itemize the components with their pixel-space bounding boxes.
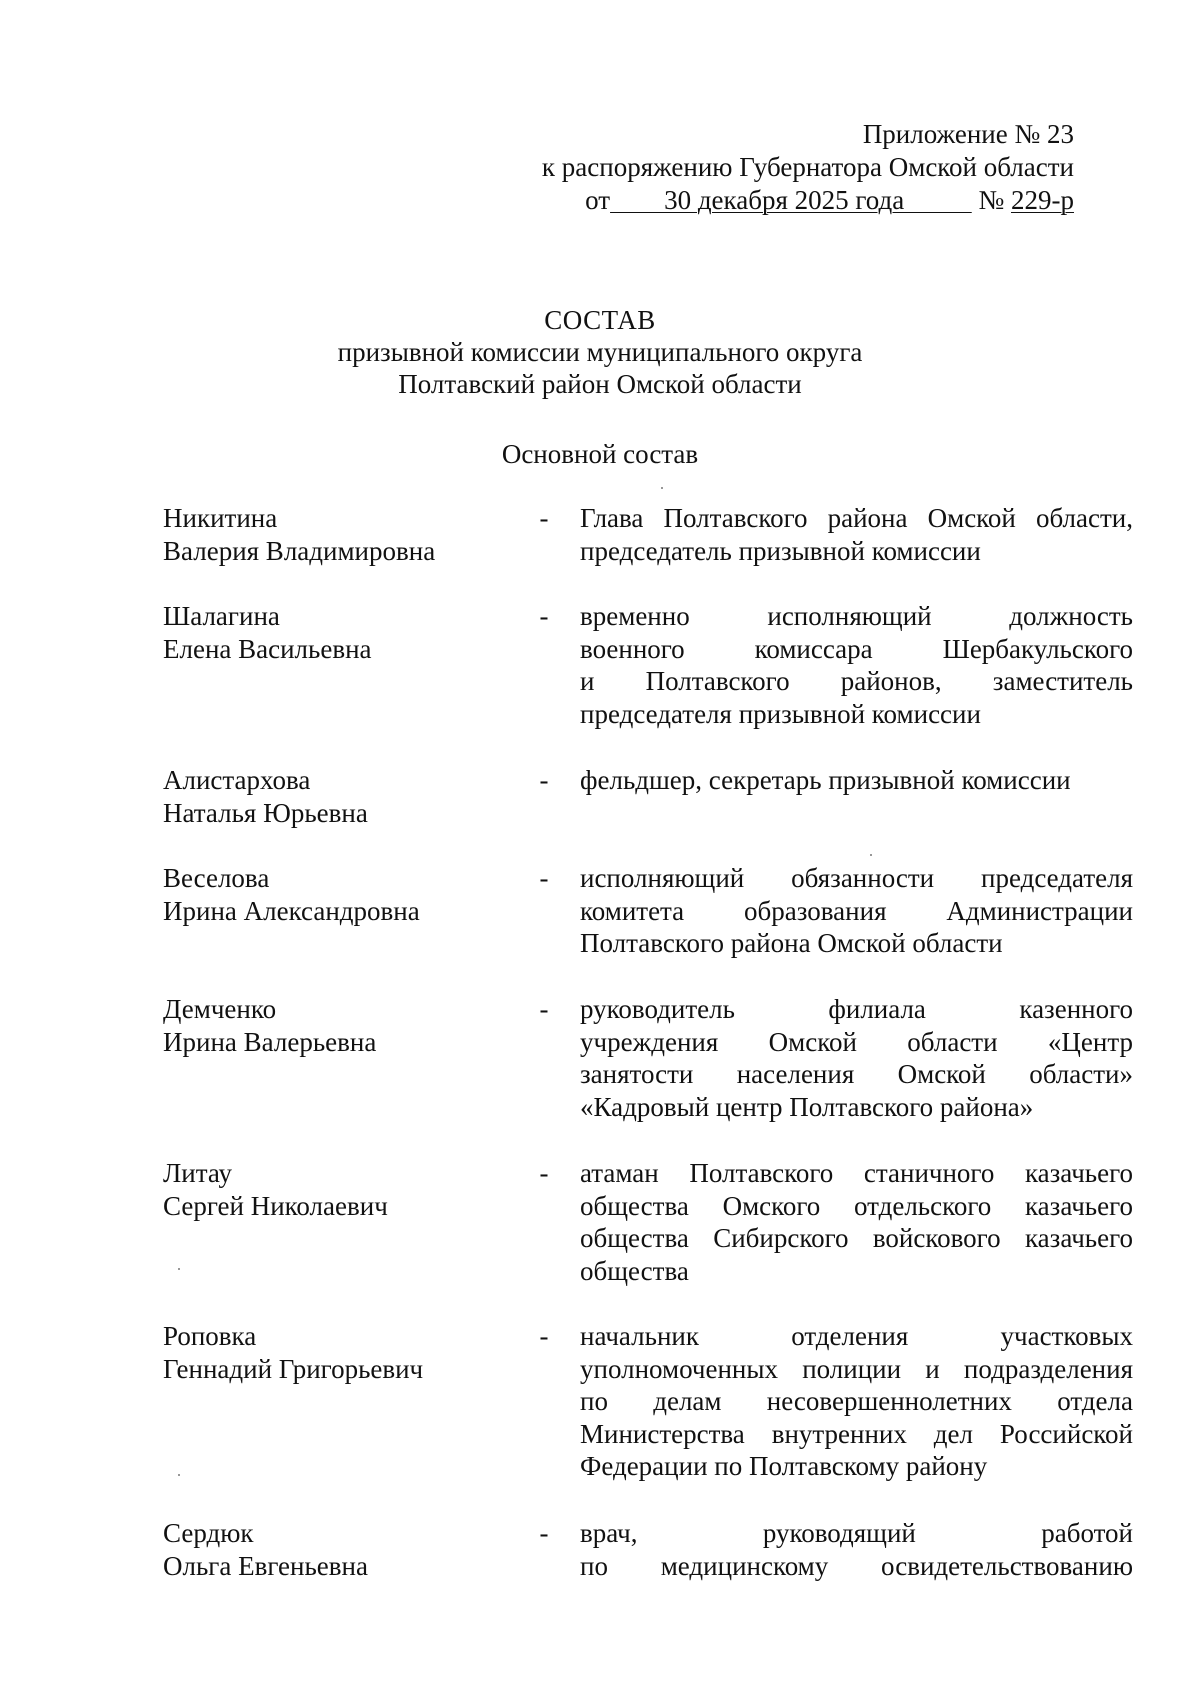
member-role [580, 502, 1133, 567]
dash-glyph: - [539, 994, 549, 1024]
member-surname: Алистархова [163, 765, 311, 795]
dash-separator [523, 600, 565, 730]
role-line: руководитель филиала казенного [580, 994, 1133, 1024]
member-name [163, 1320, 523, 1483]
title-main: СОСТАВ [544, 305, 656, 335]
role-line: по медицинскому освидетельствованию [580, 1550, 1133, 1581]
member-role [580, 1320, 1133, 1483]
dash-glyph: - [539, 765, 549, 795]
member-role [580, 1157, 1133, 1287]
dash-separator [523, 1517, 565, 1582]
from-label: от [585, 185, 611, 215]
role-line: Министерства внутренних дел Российской [580, 1418, 1133, 1449]
dash-separator [523, 1157, 565, 1287]
member-name [163, 600, 523, 730]
role-line: Федерации по Полтавскому району [580, 1451, 988, 1481]
member-row [163, 600, 1133, 730]
member-role [580, 862, 1133, 960]
role-line: врач, руководящий работой [580, 1518, 1133, 1548]
role-line: Полтавского района Омской области [580, 928, 1003, 958]
role-line: уполномоченных полиции и подразделения [580, 1353, 1133, 1384]
member-given-names: Ольга Евгеньевна [163, 1550, 368, 1581]
dash-separator [523, 862, 565, 960]
role-line: общества Омского отдельского казачьего [580, 1190, 1133, 1221]
scan-speck [178, 1268, 180, 1270]
member-given-names: Геннадий Григорьевич [163, 1353, 424, 1384]
scan-speck [661, 487, 663, 489]
member-surname: Шалагина [163, 601, 280, 631]
member-surname: Никитина [163, 503, 278, 533]
member-given-names: Ирина Валерьевна [163, 1026, 377, 1057]
order-date: 30 декабря 2025 года [610, 185, 972, 215]
member-surname: Веселова [163, 863, 270, 893]
member-name [163, 862, 523, 960]
order-reference: к распоряжению Губернатора Омской области [541, 152, 1074, 182]
member-row [163, 1157, 1133, 1287]
role-line: комитета образования Администрации [580, 895, 1133, 926]
dash-glyph: - [539, 601, 549, 631]
member-surname: Сердюк [163, 1518, 254, 1548]
dash-separator [523, 993, 565, 1123]
role-line: занятости населения Омской области» [580, 1059, 1133, 1089]
member-row [163, 993, 1133, 1123]
member-given-names: Сергей Николаевич [163, 1190, 388, 1221]
order-date-line [542, 184, 1074, 217]
role-line: общества Сибирского войскового казачьего [580, 1223, 1133, 1253]
role-line: исполняющий обязанности председателя [580, 863, 1133, 893]
member-row [163, 764, 1133, 829]
dash-glyph: - [539, 863, 549, 893]
member-role [580, 600, 1133, 730]
role-line: «Кадровый центр Полтавского района» [580, 1091, 1034, 1122]
member-role [580, 1517, 1133, 1582]
title-line-2: Полтавский район Омской области [398, 369, 802, 399]
dash-separator [523, 502, 565, 567]
scan-speck [178, 1474, 180, 1476]
member-name [163, 993, 523, 1123]
role-line: фельдшер, секретарь призывной комиссии [580, 765, 1071, 795]
title-line-1: призывной комиссии муниципального округа [337, 337, 863, 367]
role-line: общества [580, 1255, 689, 1286]
dash-glyph: - [539, 1518, 549, 1548]
scan-speck [870, 854, 872, 856]
role-line: Глава Полтавского района Омской области, [580, 503, 1133, 533]
member-row [163, 502, 1133, 567]
dash-separator [523, 1320, 565, 1483]
member-row [163, 862, 1133, 960]
role-line: по делам несовершеннолетних отдела [580, 1386, 1133, 1416]
document-title [0, 304, 1200, 400]
member-given-names: Наталья Юрьевна [163, 797, 368, 828]
member-surname: Демченко [163, 994, 277, 1024]
role-line: временно исполняющий должность [580, 601, 1133, 631]
appendix-header [542, 118, 1074, 217]
member-given-names: Ирина Александровна [163, 895, 420, 926]
role-line: атаман Полтавского станичного казачьего [580, 1158, 1133, 1188]
dash-glyph: - [539, 1321, 549, 1351]
member-surname: Роповка [163, 1321, 257, 1351]
member-role [580, 764, 1133, 829]
member-name [163, 1517, 523, 1582]
role-line: председатель призывной комиссии [580, 535, 981, 566]
number-label: № [978, 185, 1005, 215]
section-subtitle: Основной состав [501, 439, 699, 469]
member-given-names: Елена Васильевна [163, 633, 372, 664]
member-given-names: Валерия Владимировна [163, 535, 436, 566]
dash-separator [523, 764, 565, 829]
member-row [163, 1517, 1133, 1582]
order-number: 229-р [1011, 185, 1074, 215]
appendix-number: Приложение № 23 [862, 119, 1074, 149]
role-line: военного комиссара Шербакульского [580, 633, 1133, 664]
role-line: и Полтавского районов, заместитель [580, 666, 1133, 696]
member-surname: Литау [163, 1158, 233, 1188]
member-name [163, 502, 523, 567]
dash-glyph: - [539, 503, 549, 533]
member-name [163, 1157, 523, 1287]
dash-glyph: - [539, 1158, 549, 1188]
role-line: председателя призывной комиссии [580, 698, 981, 729]
role-line: учреждения Омской области «Центр [580, 1026, 1133, 1057]
member-name [163, 764, 523, 829]
role-line: начальник отделения участковых [580, 1321, 1133, 1351]
member-row [163, 1320, 1133, 1483]
member-role [580, 993, 1133, 1123]
